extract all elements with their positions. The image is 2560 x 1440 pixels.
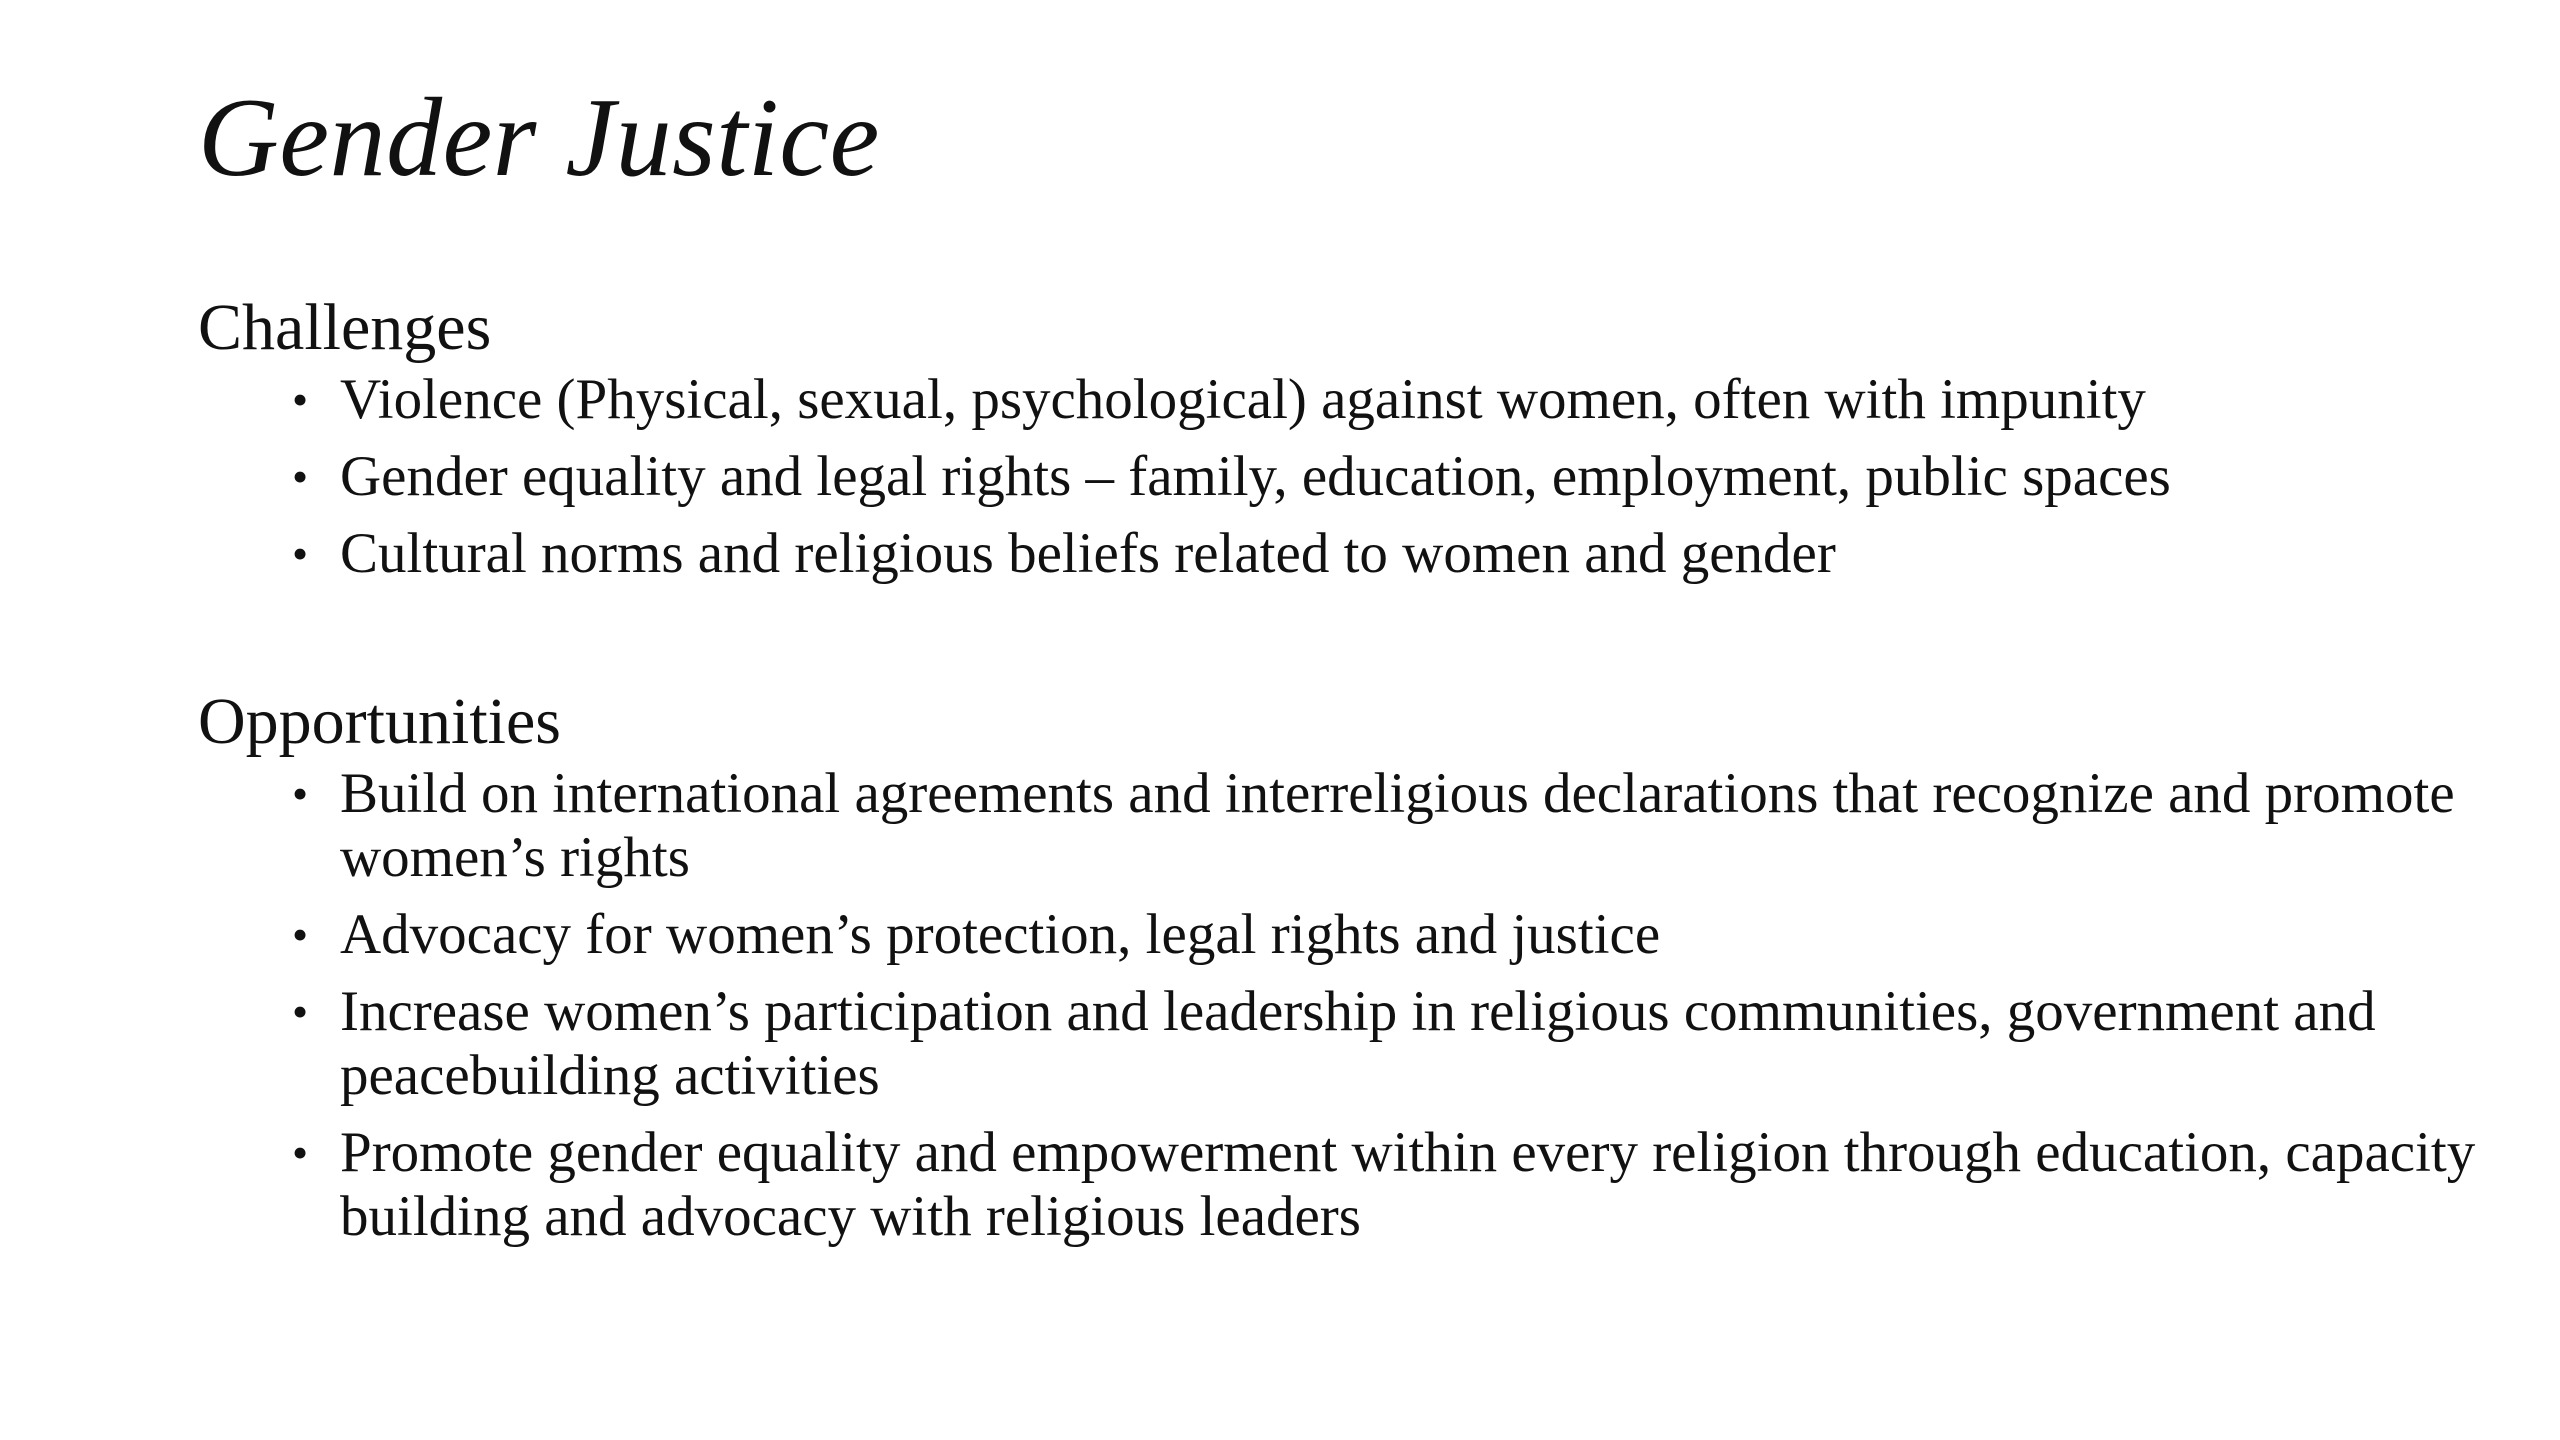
list-item: [288, 368, 2478, 432]
opportunities-list: [198, 762, 2478, 1249]
list-item: [288, 522, 2478, 586]
list-item: [288, 903, 2478, 967]
list-item: [288, 1121, 2478, 1249]
challenges-section: [198, 290, 2560, 586]
bullet-icon: •: [292, 451, 309, 502]
bullet-icon: •: [292, 986, 309, 1037]
bullet-icon: •: [292, 374, 309, 425]
list-item-text: Build on international agreements and interreligious declarations that recognize and promote women’s rights: [340, 762, 2455, 889]
bullet-icon: •: [292, 909, 309, 960]
list-item: [288, 762, 2478, 890]
opportunities-section: [198, 684, 2560, 1249]
list-item-text: Advocacy for women’s protection, legal rights and justice: [340, 903, 1661, 966]
bullet-icon: •: [292, 1127, 309, 1178]
list-item-text: Cultural norms and religious beliefs related to women and gender: [340, 522, 1836, 585]
list-item-text: Violence (Physical, sexual, psychological) against women, often with impunity: [340, 368, 2146, 431]
opportunities-heading: Opportunities: [198, 685, 561, 758]
bullet-icon: •: [292, 768, 309, 819]
list-item-text: Increase women’s participation and leadership in religious communities, government and peacebuilding activities: [340, 980, 2376, 1107]
list-item-text: Gender equality and legal rights – family, education, employment, public spaces: [340, 445, 2171, 508]
slide-title: Gender Justice: [198, 76, 880, 200]
bullet-icon: •: [292, 528, 309, 579]
challenges-heading: Challenges: [198, 291, 492, 364]
challenges-list: [198, 368, 2478, 586]
list-item: [288, 980, 2478, 1108]
list-item-text: Promote gender equality and empowerment within every religion through education, capacity building and advocacy with religious leaders: [340, 1121, 2476, 1248]
list-item: [288, 445, 2478, 509]
